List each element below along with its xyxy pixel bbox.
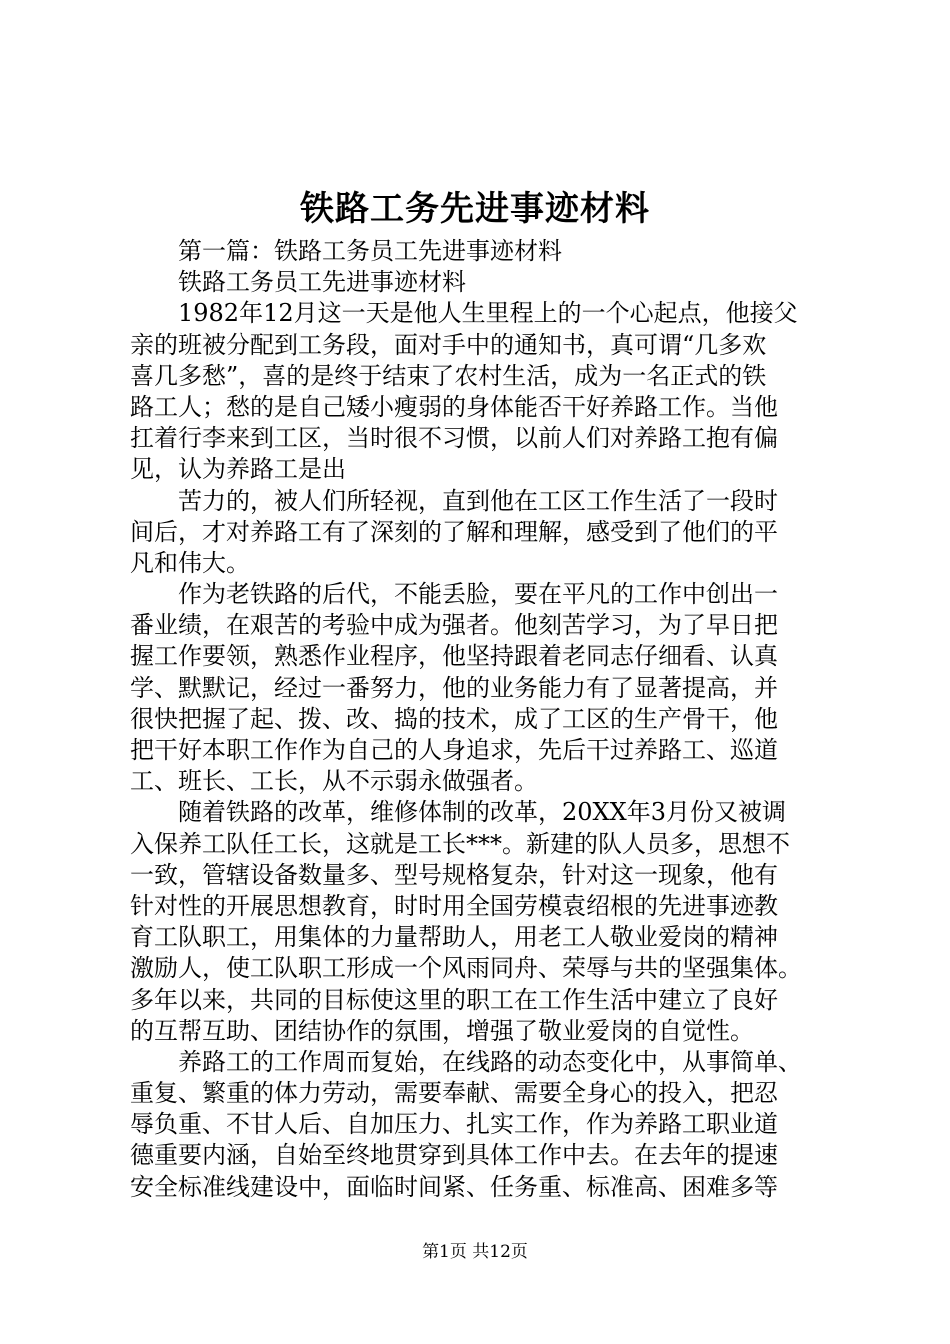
- text-line: 见，认为养路工是出: [130, 455, 346, 484]
- text-line: 1982年12月这一天是他人生里程上的一个心起点，他接父: [178, 299, 798, 328]
- text-line: 辱负重、不甘人后、自加压力、扎实工作，作为养路工职业道: [130, 1110, 778, 1139]
- text-line: 学、默默记，经过一番努力，他的业务能力有了显著提高，并: [130, 673, 778, 702]
- text-line: 苦力的，被人们所轻视，直到他在工区工作生活了一段时: [178, 486, 778, 515]
- text-line: 安全标准线建设中，面临时间紧、任务重、标准高、困难多等: [130, 1172, 778, 1201]
- text-line: 德重要内涵，自始至终地贯穿到具体工作中去。在去年的提速: [130, 1141, 778, 1170]
- text-line: 随着铁路的改革，维修体制的改革，20XX年3月份又被调: [178, 798, 786, 827]
- text-line: 工、班长、工长，从不示弱永做强者。: [130, 767, 538, 796]
- text-line: 番业绩，在艰苦的考验中成为强者。他刻苦学习，为了早日把: [130, 611, 778, 640]
- text-line: 养路工的工作周而复始，在线路的动态变化中，从事简单、: [178, 1047, 802, 1076]
- text-line: 第一篇：铁路工务员工先进事迹材料: [178, 237, 562, 265]
- text-line: 喜几多愁”，喜的是终于结束了农村生活，成为一名正式的铁: [130, 361, 767, 390]
- text-line: 很快把握了起、拨、改、捣的技术，成了工区的生产骨干，他: [130, 704, 778, 733]
- text-line: 的互帮互助、团结协作的氛围，增强了敬业爱岗的自觉性。: [130, 1016, 754, 1045]
- text-line: 握工作要领，熟悉作业程序，他坚持跟着老同志仔细看、认真: [130, 642, 778, 671]
- text-line: 路工人；愁的是自己矮小瘦弱的身体能否干好养路工作。当他: [130, 392, 778, 421]
- text-line: 凡和伟大。: [130, 548, 250, 577]
- text-line: 针对性的开展思想教育，时时用全国劳模袁绍根的先进事迹教: [130, 891, 778, 920]
- page-footer: [0, 1240, 950, 1264]
- text-line: 间后，才对养路工有了深刻的了解和理解，感受到了他们的平: [130, 517, 778, 546]
- text-line: 激励人，使工队职工形成一个风雨同舟、荣辱与共的坚强集体。: [130, 954, 802, 983]
- document-title: 铁路工务先进事迹材料: [300, 189, 650, 229]
- text-line: 重复、繁重的体力劳动，需要奉献、需要全身心的投入，把忍: [130, 1079, 778, 1108]
- text-line: 一致，管辖设备数量多、型号规格复杂，针对这一现象，他有: [130, 860, 778, 889]
- text-line: 铁路工务员工先进事迹材料: [178, 268, 466, 297]
- text-line: 扛着行李来到工区，当时很不习惯，以前人们对养路工抱有偏: [130, 424, 778, 453]
- page-number: 第1页 共12页: [422, 1242, 528, 1262]
- text-line: 作为老铁路的后代，不能丢脸，要在平凡的工作中创出一: [178, 580, 778, 609]
- text-line: 把干好本职工作作为自己的人身追求，先后干过养路工、巡道: [130, 736, 778, 764]
- text-line: 入保养工队任工长，这就是工长***。新建的队人员多，思想不: [130, 829, 790, 858]
- text-line: 亲的班被分配到工务段，面对手中的通知书，真可谓“几多欢: [130, 330, 767, 359]
- document-body: [130, 236, 830, 1203]
- text-line: 育工队职工，用集体的力量帮助人，用老工人敬业爱岗的精神: [130, 923, 778, 952]
- text-line: 多年以来，共同的目标使这里的职工在工作生活中建立了良好: [130, 985, 778, 1014]
